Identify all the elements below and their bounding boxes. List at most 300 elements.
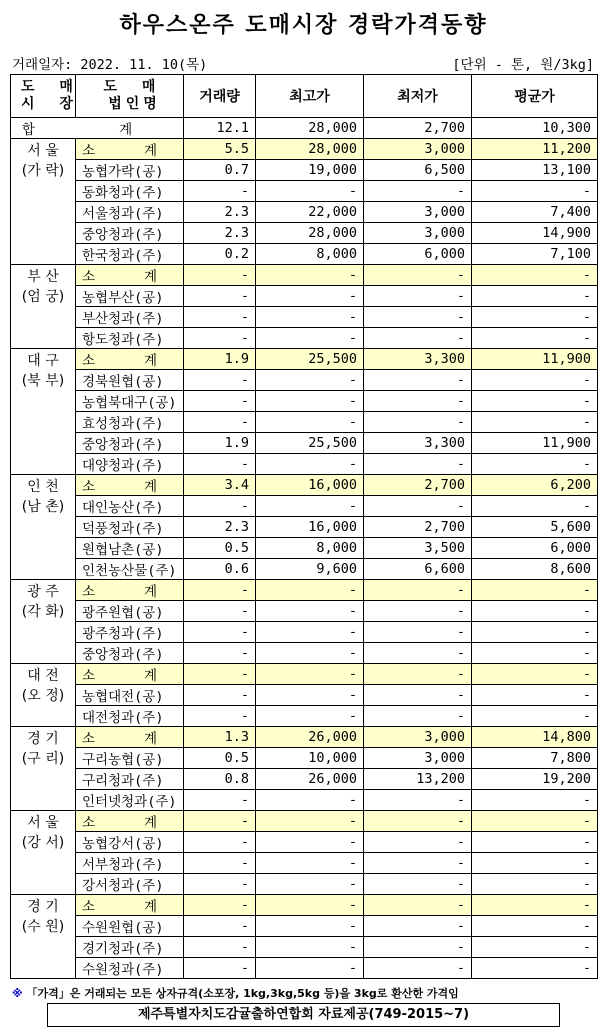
cell-avg: -	[472, 664, 598, 685]
table-row	[11, 790, 598, 811]
corp-name: 농협부산(공)	[76, 286, 184, 307]
table-row	[11, 748, 598, 769]
table-row	[11, 832, 598, 853]
corp-name: 중앙청과(주)	[76, 643, 184, 664]
corp-name: 서부청과(주)	[76, 853, 184, 874]
cell-volume: 2.3	[184, 517, 256, 538]
corp-name: 수원청과(주)	[76, 958, 184, 979]
table-row	[11, 223, 598, 244]
cell-avg: 19,200	[472, 769, 598, 790]
subtotal-label	[76, 139, 184, 160]
cell-min: -	[364, 685, 472, 706]
table-header	[11, 75, 598, 118]
subtotal-label-word: 계	[143, 353, 157, 369]
cell-max: -	[256, 790, 364, 811]
cell-volume: -	[184, 832, 256, 853]
cell-avg: 7,800	[472, 748, 598, 769]
subtotal-label-word: 계	[143, 668, 157, 684]
corp-name: 수원원협(공)	[76, 916, 184, 937]
table-row	[11, 202, 598, 223]
table-row	[11, 643, 598, 664]
cell-avg: 14,800	[472, 727, 598, 748]
cell-volume: -	[184, 328, 256, 349]
corp-name: 덕풍청과(주)	[76, 517, 184, 538]
cell-min: -	[364, 454, 472, 475]
cell-min: -	[364, 790, 472, 811]
cell-min: -	[364, 643, 472, 664]
corp-name: 부산청과(주)	[76, 307, 184, 328]
corp-name: 구리농협(공)	[76, 748, 184, 769]
cell-volume: -	[184, 790, 256, 811]
table-row	[11, 454, 598, 475]
subtotal-label-inner	[82, 475, 177, 495]
subtotal-label-word: 계	[143, 269, 157, 285]
header-market-line2: 시 장	[21, 96, 83, 112]
cell-max: -	[256, 412, 364, 433]
total-label: 합 계	[11, 118, 184, 139]
cell-avg: -	[472, 874, 598, 895]
corp-name: 한국청과(주)	[76, 244, 184, 265]
cell-volume: -	[184, 454, 256, 475]
cell-min: 2,700	[364, 517, 472, 538]
cell-avg: -	[472, 958, 598, 979]
corp-name: 농협강서(공)	[76, 832, 184, 853]
cell-volume: -	[184, 916, 256, 937]
table-row	[11, 685, 598, 706]
cell-min: -	[364, 664, 472, 685]
cell-avg: -	[472, 412, 598, 433]
cell-min: 3,500	[364, 538, 472, 559]
cell-avg: -	[472, 601, 598, 622]
cell-max: -	[256, 895, 364, 916]
table-row	[11, 412, 598, 433]
cell-min: -	[364, 853, 472, 874]
subtotal-label-word: 소	[82, 668, 96, 684]
cell-volume: -	[184, 937, 256, 958]
cell-volume: -	[184, 874, 256, 895]
cell-max: -	[256, 685, 364, 706]
cell-avg: 8,600	[472, 559, 598, 580]
cell-avg: 6,200	[472, 475, 598, 496]
market-name	[11, 265, 76, 349]
footnote-mark: ※	[12, 987, 23, 1000]
cell-min: 6,500	[364, 160, 472, 181]
subtotal-label-word: 소	[82, 731, 96, 747]
cell-avg: 6,000	[472, 538, 598, 559]
cell-max: 28,000	[256, 223, 364, 244]
market-name-line: 인 천	[27, 479, 59, 495]
cell-avg: -	[472, 706, 598, 727]
corp-name: 대전청과(주)	[76, 706, 184, 727]
table-row	[11, 916, 598, 937]
cell-max: -	[256, 832, 364, 853]
cell-volume: -	[184, 958, 256, 979]
cell-max: 19,000	[256, 160, 364, 181]
cell-min: 3,000	[364, 139, 472, 160]
table-row	[11, 244, 598, 265]
cell-min: -	[364, 916, 472, 937]
cell-max: 26,000	[256, 727, 364, 748]
market-name	[11, 349, 76, 475]
cell-avg: -	[472, 832, 598, 853]
corp-name: 경북원협(공)	[76, 370, 184, 391]
subtotal-label-inner	[82, 727, 177, 747]
corp-name: 광주원협(공)	[76, 601, 184, 622]
subtotal-label-inner	[82, 265, 177, 285]
cell-min: -	[364, 391, 472, 412]
table-row	[11, 496, 598, 517]
corp-name: 농협북대구(공)	[76, 391, 184, 412]
market-name-line: (오 정)	[21, 688, 65, 704]
table-row	[11, 706, 598, 727]
subtotal-label-word: 계	[143, 815, 157, 831]
subtotal-label-word: 계	[143, 731, 157, 747]
cell-min: -	[364, 181, 472, 202]
cell-avg: -	[472, 580, 598, 601]
subtotal-label-inner	[82, 895, 177, 915]
price-table-body	[11, 75, 598, 979]
cell-volume: 2.3	[184, 223, 256, 244]
subtotal-label-word: 계	[143, 479, 157, 495]
market-name-line: (북 부)	[21, 373, 65, 389]
cell-volume: 2.3	[184, 202, 256, 223]
page-title: 하우스온주 도매시장 경락가격동향	[119, 13, 488, 38]
header-min: 최저가	[364, 75, 472, 118]
cell-max: 9,600	[256, 559, 364, 580]
cell-max: -	[256, 370, 364, 391]
credit-box: 제주특별자치도감귤출하연합회 자료제공(749-2015~7)	[47, 1003, 560, 1027]
market-name-line: 대 구	[27, 353, 59, 369]
cell-max: -	[256, 391, 364, 412]
subtotal-row	[11, 580, 598, 601]
total-max: 28,000	[256, 118, 364, 139]
header-max: 최고가	[256, 75, 364, 118]
cell-avg: -	[472, 286, 598, 307]
subtotal-label-word: 소	[82, 353, 96, 369]
market-name-line: 경 기	[27, 899, 59, 915]
cell-min: -	[364, 832, 472, 853]
table-row	[11, 286, 598, 307]
cell-volume: -	[184, 307, 256, 328]
cell-volume: -	[184, 181, 256, 202]
cell-max: -	[256, 811, 364, 832]
subtotal-row	[11, 811, 598, 832]
market-name	[11, 139, 76, 265]
subtotal-label-word: 소	[82, 269, 96, 285]
cell-min: -	[364, 265, 472, 286]
cell-avg: 11,200	[472, 139, 598, 160]
cell-avg: -	[472, 307, 598, 328]
table-row	[11, 370, 598, 391]
cell-volume: 1.9	[184, 349, 256, 370]
cell-volume: 0.8	[184, 769, 256, 790]
corp-name: 효성청과(주)	[76, 412, 184, 433]
cell-min: -	[364, 601, 472, 622]
cell-min: -	[364, 937, 472, 958]
cell-min: -	[364, 286, 472, 307]
corp-name: 서울청과(주)	[76, 202, 184, 223]
market-name-line: 경 기	[27, 731, 59, 747]
cell-avg: -	[472, 937, 598, 958]
cell-max: -	[256, 853, 364, 874]
cell-max: -	[256, 622, 364, 643]
market-name	[11, 811, 76, 895]
cell-min: 3,000	[364, 202, 472, 223]
subtotal-label	[76, 265, 184, 286]
corp-name: 동화청과(주)	[76, 181, 184, 202]
table-row	[11, 874, 598, 895]
cell-volume: 5.5	[184, 139, 256, 160]
cell-avg: 5,600	[472, 517, 598, 538]
cell-max: -	[256, 916, 364, 937]
cell-avg: -	[472, 790, 598, 811]
cell-max: -	[256, 643, 364, 664]
footnote	[12, 985, 459, 1001]
cell-max: -	[256, 181, 364, 202]
table-row	[11, 958, 598, 979]
table-row	[11, 937, 598, 958]
cell-volume: 0.6	[184, 559, 256, 580]
cell-avg: -	[472, 265, 598, 286]
cell-min: -	[364, 328, 472, 349]
cell-volume: -	[184, 811, 256, 832]
cell-avg: -	[472, 895, 598, 916]
subtotal-label-word: 계	[143, 143, 157, 159]
cell-min: -	[364, 706, 472, 727]
cell-max: -	[256, 958, 364, 979]
cell-max: 28,000	[256, 139, 364, 160]
corp-name: 항도청과(주)	[76, 328, 184, 349]
corp-name: 중앙청과(주)	[76, 223, 184, 244]
table-row	[11, 160, 598, 181]
market-name-line: (남 촌)	[21, 499, 65, 515]
price-table	[10, 74, 598, 979]
cell-min: 3,000	[364, 748, 472, 769]
cell-avg: -	[472, 643, 598, 664]
cell-min: -	[364, 307, 472, 328]
cell-min: 6,000	[364, 244, 472, 265]
market-name-line: 대 전	[27, 668, 59, 684]
corp-name: 강서청과(주)	[76, 874, 184, 895]
table-row	[11, 433, 598, 454]
cell-min: 3,300	[364, 349, 472, 370]
market-name-line: (가 락)	[21, 163, 65, 179]
market-name-line: 서 울	[27, 143, 59, 159]
subtotal-label	[76, 727, 184, 748]
subtotal-label-inner	[82, 811, 177, 831]
corp-name: 농협대전(공)	[76, 685, 184, 706]
table-row	[11, 391, 598, 412]
cell-volume: -	[184, 664, 256, 685]
cell-max: 10,000	[256, 748, 364, 769]
corp-name: 대인농산(주)	[76, 496, 184, 517]
cell-min: -	[364, 895, 472, 916]
cell-min: 13,200	[364, 769, 472, 790]
cell-max: -	[256, 286, 364, 307]
cell-avg: -	[472, 685, 598, 706]
cell-max: -	[256, 265, 364, 286]
cell-avg: -	[472, 328, 598, 349]
market-name-line: 광 주	[27, 584, 59, 600]
corp-name: 인천농산물(주)	[76, 559, 184, 580]
cell-min: -	[364, 370, 472, 391]
cell-volume: 0.5	[184, 748, 256, 769]
corp-name: 구리청과(주)	[76, 769, 184, 790]
cell-max: -	[256, 664, 364, 685]
subtotal-row	[11, 139, 598, 160]
cell-volume: -	[184, 895, 256, 916]
header-volume: 거래량	[184, 75, 256, 118]
cell-volume: -	[184, 496, 256, 517]
header-market	[11, 75, 83, 118]
cell-max: -	[256, 580, 364, 601]
cell-volume: -	[184, 370, 256, 391]
corp-name: 농협가락(공)	[76, 160, 184, 181]
total-avg: 10,300	[472, 118, 598, 139]
subtotal-label-inner	[82, 580, 177, 600]
subtotal-label-word: 소	[82, 143, 96, 159]
cell-avg: -	[472, 181, 598, 202]
cell-min: -	[364, 622, 472, 643]
subtotal-label	[76, 664, 184, 685]
subtotal-label-inner	[82, 349, 177, 369]
cell-avg: 13,100	[472, 160, 598, 181]
cell-min: 2,700	[364, 475, 472, 496]
cell-min: -	[364, 874, 472, 895]
subtotal-label	[76, 895, 184, 916]
cell-volume: 3.4	[184, 475, 256, 496]
cell-avg: 7,100	[472, 244, 598, 265]
cell-max: -	[256, 307, 364, 328]
table-row	[11, 307, 598, 328]
header-corp	[76, 75, 184, 118]
cell-avg: -	[472, 370, 598, 391]
cell-min: 3,300	[364, 433, 472, 454]
table-row	[11, 517, 598, 538]
market-name-line: (엄 궁)	[21, 289, 65, 305]
cell-volume: -	[184, 853, 256, 874]
cell-avg: -	[472, 622, 598, 643]
market-name-line: (강 서)	[21, 835, 65, 851]
total-min: 2,700	[364, 118, 472, 139]
subtotal-label-word: 계	[143, 584, 157, 600]
subtotal-label-word: 소	[82, 584, 96, 600]
corp-name: 인터넷청과(주)	[76, 790, 184, 811]
cell-min: -	[364, 580, 472, 601]
subtotal-label-word: 계	[143, 899, 157, 915]
cell-avg: -	[472, 391, 598, 412]
cell-avg: -	[472, 811, 598, 832]
cell-max: -	[256, 454, 364, 475]
subtotal-label-word: 소	[82, 479, 96, 495]
market-name	[11, 580, 76, 664]
subtotal-row	[11, 895, 598, 916]
cell-max: -	[256, 874, 364, 895]
subtotal-row	[11, 664, 598, 685]
subtotal-label	[76, 475, 184, 496]
header-avg: 평균가	[472, 75, 598, 118]
table-row	[11, 559, 598, 580]
unit-label: [단위 - 톤, 원/3kg]	[452, 57, 594, 73]
cell-avg: 11,900	[472, 349, 598, 370]
cell-min: -	[364, 958, 472, 979]
subtotal-row	[11, 727, 598, 748]
subtotal-label	[76, 811, 184, 832]
header-corp-line2: 법인명	[108, 96, 161, 112]
market-name-line: (수 원)	[21, 919, 65, 935]
cell-max: -	[256, 328, 364, 349]
table-row	[11, 769, 598, 790]
cell-avg: 14,900	[472, 223, 598, 244]
cell-volume: -	[184, 622, 256, 643]
market-name-line: (구 리)	[21, 751, 65, 767]
table-row	[11, 538, 598, 559]
cell-max: -	[256, 496, 364, 517]
cell-volume: 1.3	[184, 727, 256, 748]
cell-max: 16,000	[256, 475, 364, 496]
table-row	[11, 601, 598, 622]
subtotal-label	[76, 349, 184, 370]
subtotal-label-word: 소	[82, 815, 96, 831]
cell-avg: 7,400	[472, 202, 598, 223]
cell-volume: -	[184, 643, 256, 664]
cell-max: 25,500	[256, 433, 364, 454]
subtotal-label	[76, 580, 184, 601]
cell-volume: -	[184, 265, 256, 286]
subtotal-row	[11, 349, 598, 370]
subtotal-label-word: 소	[82, 899, 96, 915]
cell-volume: 1.9	[184, 433, 256, 454]
cell-avg: 11,900	[472, 433, 598, 454]
cell-volume: -	[184, 580, 256, 601]
cell-volume: -	[184, 685, 256, 706]
corp-name: 중앙청과(주)	[76, 433, 184, 454]
market-name-line: 서 울	[27, 815, 59, 831]
cell-volume: 0.7	[184, 160, 256, 181]
subtotal-label-inner	[82, 139, 177, 159]
market-name	[11, 664, 76, 727]
market-name	[11, 475, 76, 580]
cell-min: 6,600	[364, 559, 472, 580]
cell-volume: 0.2	[184, 244, 256, 265]
cell-min: -	[364, 412, 472, 433]
subtotal-row	[11, 265, 598, 286]
subtotal-row	[11, 475, 598, 496]
corp-name: 대양청과(주)	[76, 454, 184, 475]
cell-avg: -	[472, 454, 598, 475]
header-corp-line1: 도 매	[103, 79, 166, 95]
market-name	[11, 895, 76, 979]
market-name-line: (각 화)	[21, 604, 65, 620]
table-row	[11, 181, 598, 202]
cell-min: -	[364, 496, 472, 517]
total-volume: 12.1	[184, 118, 256, 139]
cell-avg: -	[472, 496, 598, 517]
corp-name: 광주청과(주)	[76, 622, 184, 643]
table-row	[11, 853, 598, 874]
cell-max: 25,500	[256, 349, 364, 370]
subtotal-label-inner	[82, 664, 177, 684]
cell-avg: -	[472, 916, 598, 937]
corp-name: 원협남촌(공)	[76, 538, 184, 559]
cell-volume: -	[184, 601, 256, 622]
cell-avg: -	[472, 853, 598, 874]
cell-volume: 0.5	[184, 538, 256, 559]
corp-name: 경기청과(주)	[76, 937, 184, 958]
market-name-line: 부 산	[27, 269, 59, 285]
cell-max: 8,000	[256, 538, 364, 559]
cell-max: -	[256, 937, 364, 958]
